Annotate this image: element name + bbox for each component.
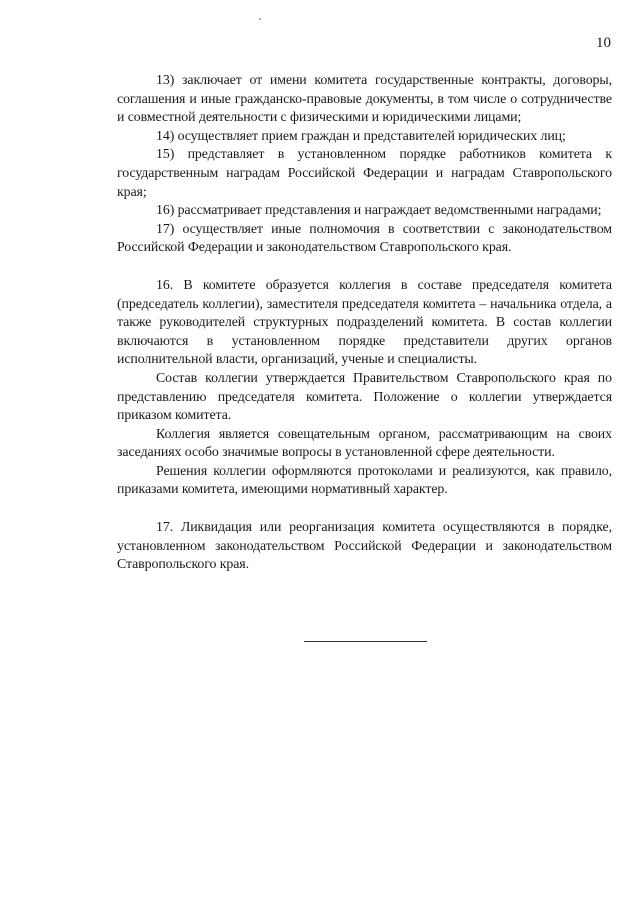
page-number: 10 (596, 35, 611, 51)
paragraph: 16) рассматривает представления и награждает ведомственными наградами; (156, 203, 602, 219)
paragraph: Состав коллегии утверждается Правительством Ставропольского края по представлению председателя комитета. Положение о коллегии утверждается приказом комитета. (117, 370, 612, 424)
end-separator-line (304, 641, 427, 642)
paragraph: 14) осуществляет прием граждан и представителей юридических лиц; (156, 128, 566, 144)
scan-dot-mark (259, 18, 261, 20)
powers-list (117, 72, 612, 258)
section-gap (117, 500, 612, 519)
section-gap (117, 258, 612, 277)
section-16 (117, 277, 612, 500)
paragraph: 15) представляет в установленном порядке работников комитета к государственным наградам Российской Федерации и наградам Ставропольского края; (117, 147, 612, 200)
paragraph: 13) заключает от имени комитета государственные контракты, договоры, соглашения и иные гражданско-правовые документы, в том числе о сотрудничестве и совместной деятельности с физическими и юридическими лицами; (117, 73, 612, 126)
section-17 (117, 519, 612, 575)
paragraph: 16. В комитете образуется коллегия в составе председателя комитета (председатель коллегии), заместителя председателя комитета – начальника отдела, а также руководителей структурных подразделений комитета. В состав коллегии включаются в установленном порядке представители других органов исполнительной власти, организаций, ученые и специалисты. (117, 277, 612, 368)
paragraph: Решения коллегии оформляются протоколами и реализуются, как правило, приказами комитета, имеющими нормативный характер. (117, 463, 612, 498)
paragraph: 17. Ликвидация или реорганизация комитета осуществляются в порядке, установленном законодательством Российской Федерации и законодательством Ставропольского края. (117, 520, 612, 573)
document-body (117, 72, 612, 575)
paragraph: Коллегия является совещательным органом, рассматривающим на своих заседаниях особо значимые вопросы в установленной сфере деятельности. (117, 426, 612, 461)
paragraph: 17) осуществляет иные полномочия в соответствии с законодательством Российской Федерации и законодательством Ставропольского края. (117, 221, 612, 256)
